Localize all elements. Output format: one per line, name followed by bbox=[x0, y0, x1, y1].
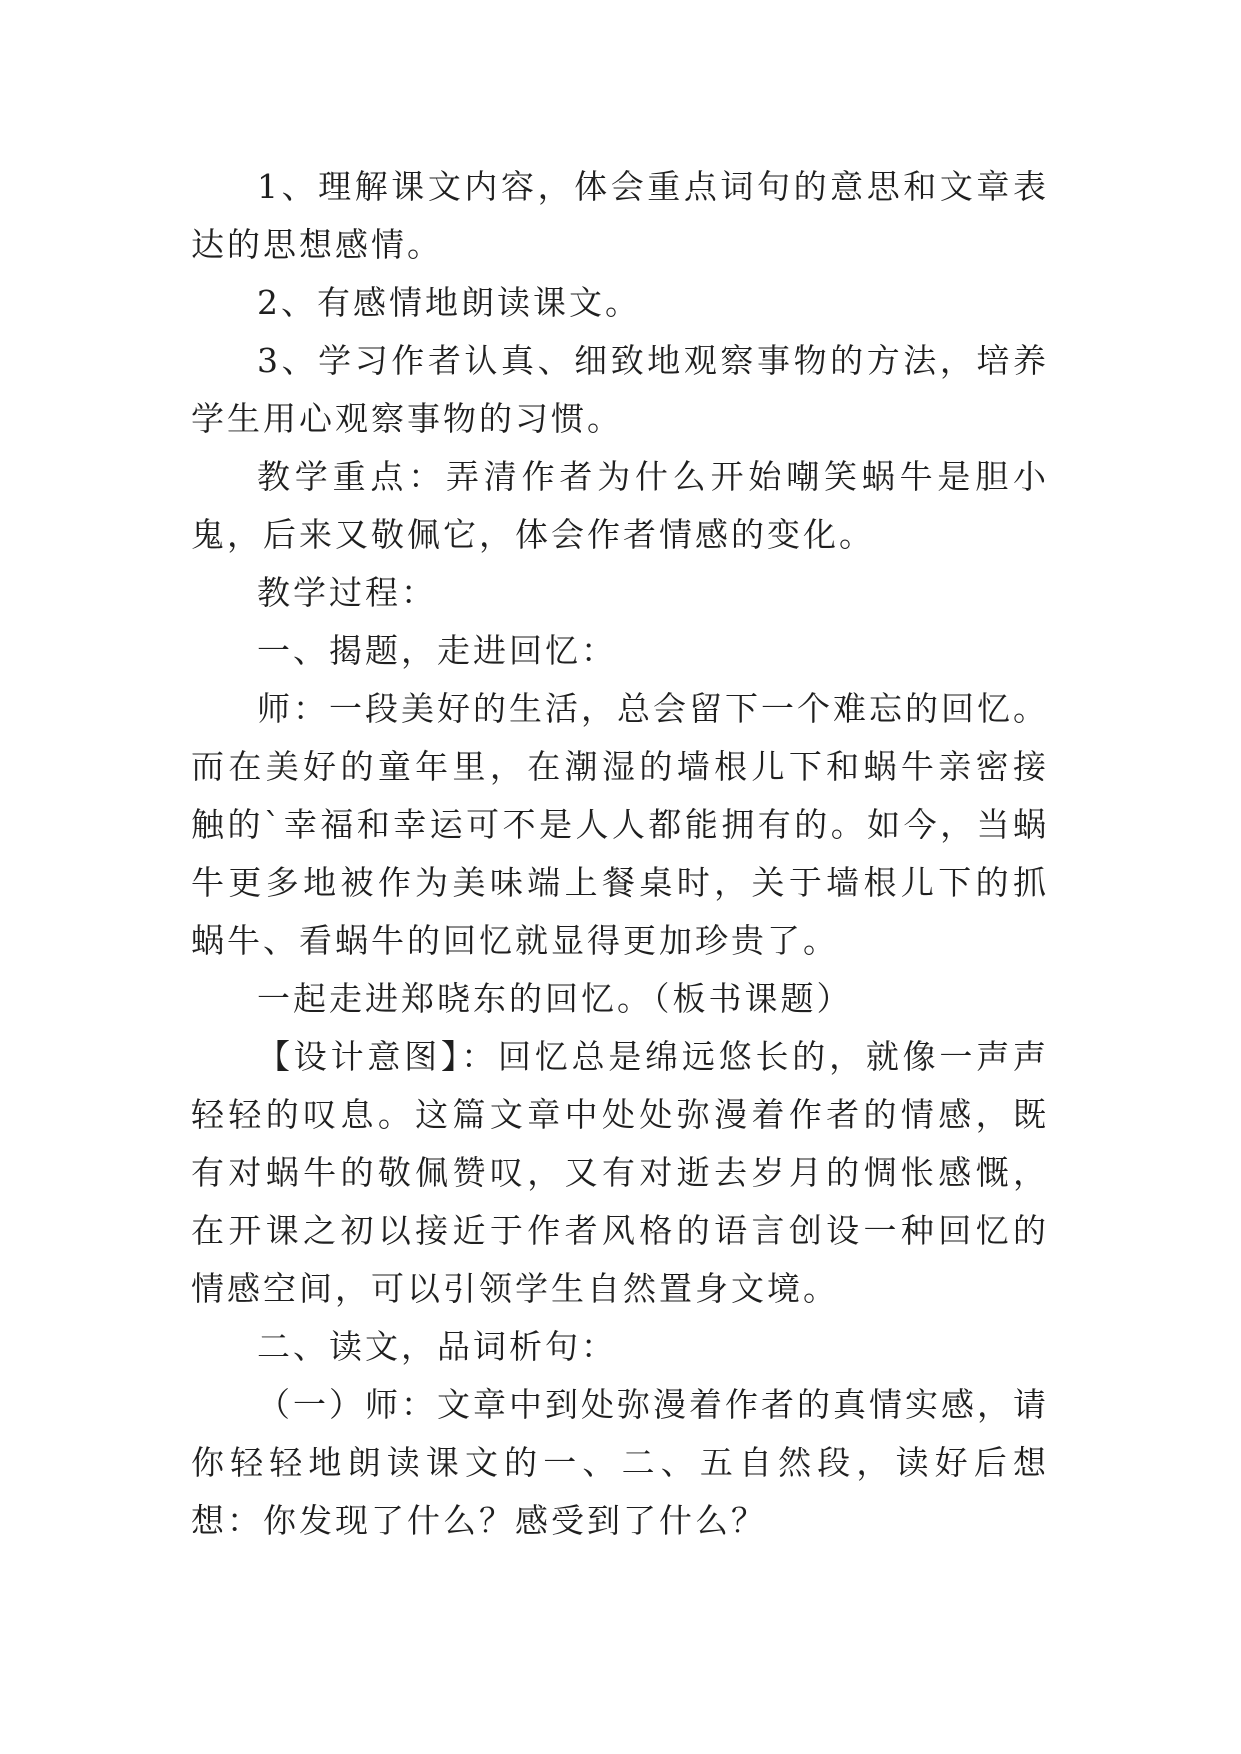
section-1-heading: 一、揭题，走进回忆： bbox=[257, 631, 617, 670]
section-2-heading: 二、读文，品词析句： bbox=[257, 1327, 617, 1366]
objective-2: 2、有感情地朗读课文。 bbox=[257, 283, 641, 322]
design-intent-paragraph: 【设计意图】：回忆总是绵远悠长的，就像一声声轻轻的叹息。这篇文章中处处弥漫着作者的情感，既有对蜗牛的敬佩赞叹，又有对逝去岁月的惆怅感慨，在开课之初以接近于作者风格的语言创设一种回忆的情感空间，可以引领学生自然置身文境。 bbox=[191, 1037, 1049, 1308]
objective-1: 1、理解课文内容，体会重点词句的意思和文章表达的思想感情。 bbox=[191, 167, 1049, 264]
board-title-paragraph: 一起走进郑晓东的回忆。（板书课题） bbox=[257, 979, 853, 1018]
teaching-focus: 教学重点：弄清作者为什么开始嘲笑蜗牛是胆小鬼，后来又敬佩它，体会作者情感的变化。 bbox=[191, 457, 1049, 554]
objective-3: 3、学习作者认真、细致地观察事物的方法，培养学生用心观察事物的习惯。 bbox=[191, 341, 1049, 438]
reading-task-paragraph: （一）师：文章中到处弥漫着作者的真情实感，请你轻轻地朗读课文的一、二、五自然段，读好后想想：你发现了什么？感受到了什么？ bbox=[191, 1385, 1049, 1540]
teaching-process-heading: 教学过程： bbox=[257, 573, 437, 612]
document-body bbox=[191, 158, 1049, 1550]
teacher-intro-paragraph: 师：一段美好的生活，总会留下一个难忘的回忆。而在美好的童年里，在潮湿的墙根儿下和蜗牛亲密接触的`幸福和幸运可不是人人都能拥有的。如今，当蜗牛更多地被作为美味端上餐桌时，关于墙根儿下的抓蜗牛、看蜗牛的回忆就显得更加珍贵了。 bbox=[191, 689, 1049, 960]
